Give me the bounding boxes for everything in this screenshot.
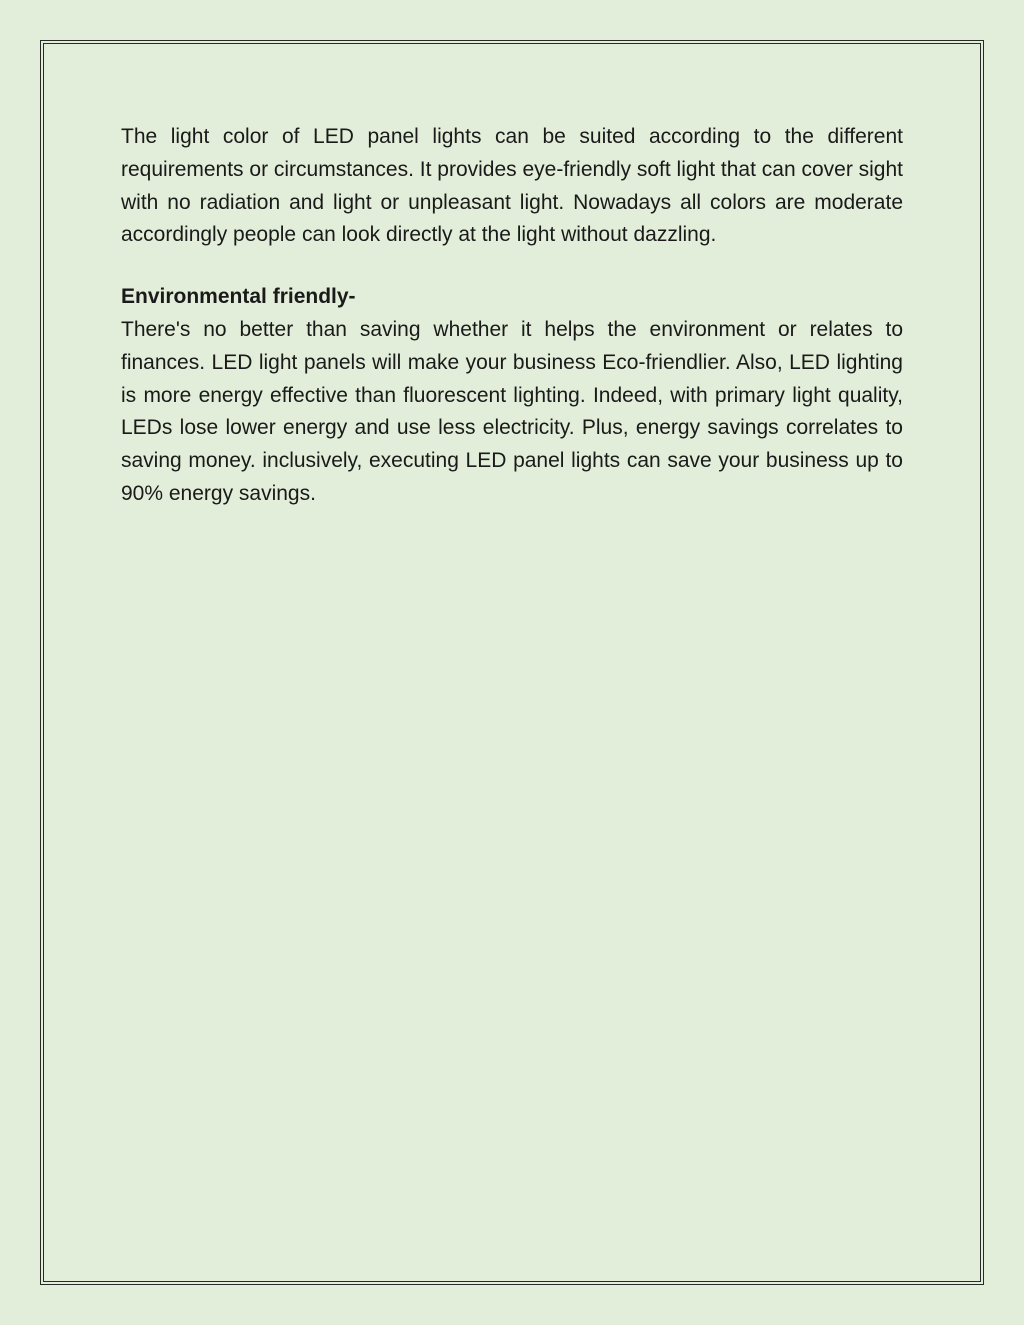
paragraph-environmental: There's no better than saving whether it helps the environment or relates to finances. LED light panels will make your business Eco-friendlier. Also, LED lighting is more energy effective than fluorescent lighting. Indeed, with primary light quality, LEDs lose lower energy and use less electricity. Plus, energy savings correlates to saving money. inclusively, executing LED panel lights can save your business up to 90% energy savings. bbox=[121, 317, 903, 505]
paragraph-led-light-color: The light color of LED panel lights can be suited according to the different requirements or circumstances. It provides eye-friendly soft light that can cover sight with no radiation and light or unpleasant light. Nowadays all colors are moderate accordingly people can look directly at the light without dazzling. bbox=[121, 125, 904, 247]
paragraph-spacer bbox=[121, 252, 903, 281]
section-heading-environmental: Environmental friendly- bbox=[121, 285, 356, 309]
document-body bbox=[121, 121, 903, 511]
